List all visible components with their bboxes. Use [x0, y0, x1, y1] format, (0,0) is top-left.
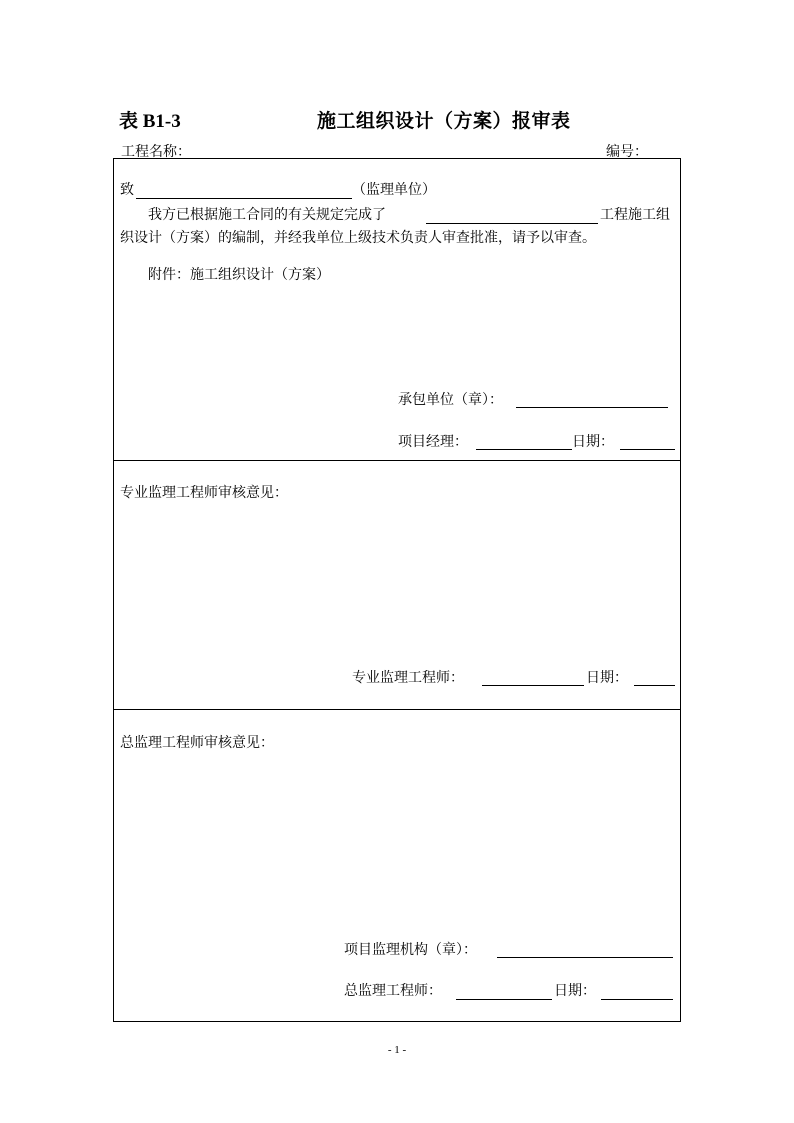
to-label: 致 — [120, 182, 134, 198]
specialist-engineer-label: 专业监理工程师： — [352, 670, 464, 686]
specialist-opinion-label: 专业监理工程师审核意见： — [120, 485, 288, 501]
contractor-seal-field[interactable] — [516, 407, 668, 408]
date-field[interactable] — [601, 999, 673, 1000]
attachment-text: 附件：施工组织设计（方案） — [148, 267, 330, 283]
table-code: 表 B1-3 — [119, 111, 181, 132]
date-label: 日期： — [586, 670, 628, 686]
supervision-agency-label: 项目监理机构（章）： — [344, 942, 477, 958]
project-name-label: 工程名称： — [121, 144, 191, 160]
project-name-field[interactable] — [426, 223, 598, 224]
section-divider — [114, 709, 680, 710]
date-field[interactable] — [634, 685, 675, 686]
supervisor-unit-field[interactable] — [136, 198, 352, 199]
chief-opinion-label: 总监理工程师审核意见： — [120, 735, 274, 751]
page-title: 施工组织设计（方案）报审表 — [317, 110, 571, 132]
supervisor-unit-label: （监理单位） — [352, 182, 436, 198]
page-number: - 1 - — [387, 1044, 407, 1056]
statement-text-part2: 工程施工组 — [600, 207, 670, 223]
statement-text-line2: 织设计（方案）的编制，并经我单位上级技术负责人审查批准，请予以审查。 — [120, 230, 596, 246]
section-divider — [114, 460, 680, 461]
chief-engineer-field[interactable] — [456, 999, 552, 1000]
date-label: 日期： — [572, 434, 614, 450]
project-manager-field[interactable] — [476, 449, 572, 450]
supervision-agency-field[interactable] — [497, 957, 673, 958]
approval-form-table — [113, 158, 681, 1022]
statement-text-part1: 我方已根据施工合同的有关规定完成了 — [148, 207, 386, 223]
specialist-engineer-field[interactable] — [482, 685, 584, 686]
contractor-seal-label: 承包单位（章）： — [398, 392, 503, 408]
date-field[interactable] — [620, 449, 675, 450]
project-manager-label: 项目经理： — [398, 434, 468, 450]
date-label: 日期： — [554, 983, 596, 999]
serial-number-label: 编号： — [606, 144, 648, 160]
chief-engineer-label: 总监理工程师： — [344, 983, 442, 999]
